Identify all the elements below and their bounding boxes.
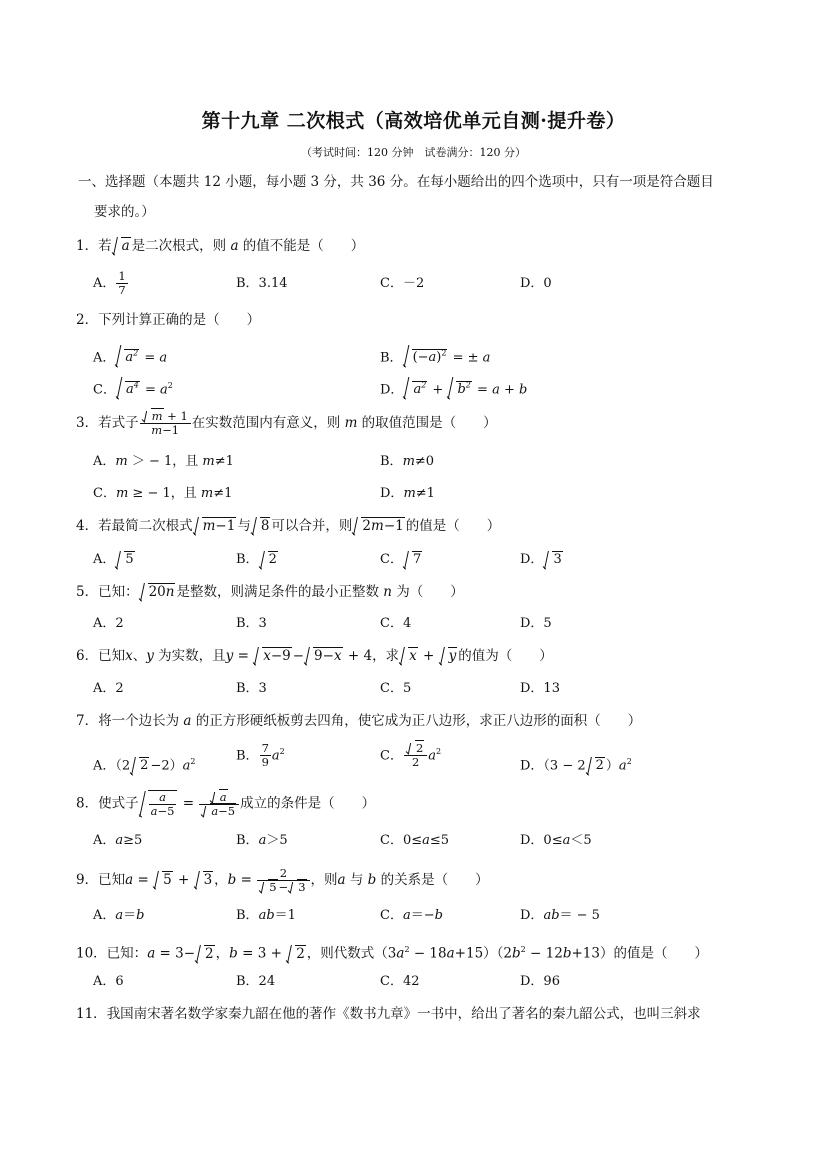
q5-option-c: C．4 (380, 616, 412, 631)
q9-option-a: A．a＝b (93, 908, 145, 923)
q6-option-b: B．3 (236, 681, 267, 696)
q3-option-a: A．m ＞ − 1，且 m≠1 (93, 454, 234, 469)
question-1: 1．若 a 是二次根式，则 a 的值不能是（ ） (76, 238, 365, 254)
question-2: 2．下列计算正确的是（ ） (76, 312, 261, 328)
q7-option-b: B． $\frac{7}{9}$ $a^2$ (236, 741, 285, 770)
section-heading-line2: 要求的。） (94, 204, 155, 220)
q2-option-d: D． $a^2 + b^2 = a + b$ (380, 376, 527, 400)
page-title: 第十九章 二次根式（高效培优单元自测·提升卷） (201, 110, 626, 132)
question-4: 4．若最简二次根式 m−1 与 8 可以合并，则 2m−1 的值是（ ） (76, 518, 501, 534)
q6-option-a: A．2 (93, 681, 124, 696)
q6-option-c: C．5 (380, 681, 412, 696)
question-5: 5．已知： 20n 是整数，则满足条件的最小正整数 n 为（ ） (76, 584, 464, 600)
q3-option-b: B．m≠0 (380, 454, 435, 469)
q2-option-a: A． $a^2 = a$ (93, 344, 167, 368)
q8-option-b: B．a＞5 (236, 833, 288, 848)
q1-option-a: A． $\frac{1}{7}$ (93, 269, 126, 297)
q6-option-d: D．13 (520, 681, 560, 696)
q8-option-d: D．0≤a＜5 (520, 833, 592, 848)
q1-option-c: C．－2 (380, 276, 425, 291)
q9-option-b: B．ab＝1 (236, 908, 296, 923)
q5-option-d: D．5 (520, 616, 552, 631)
q7-option-a: A．（2 $2 -2)a^2$ (93, 752, 195, 776)
q1-option-d: D．0 (520, 276, 552, 291)
question-7: 7．将一个边长为 a 的正方形硬纸板剪去四角，使它成为正八边形，求正八边形的面积（ ） (76, 713, 642, 729)
q2-option-b: B． $(-a)^2$ = ± a (380, 344, 490, 368)
q9-option-c: C．a＝−b (380, 908, 443, 923)
q2-option-c: C． $a^4 = a^2$ (93, 376, 173, 400)
q3-option-d: D．m≠1 (380, 486, 435, 501)
section-heading-line1: 一、选择题（本题共 12 小题，每小题 3 分，共 36 分。在每小题给出的四个选项中，只有一项是符合题目 (78, 174, 714, 190)
q7-option-c: C． $\frac{2}{2}$ $a^2$ (380, 741, 442, 770)
question-10: 10．已知：a = 3− 2 ，b = 3 + 2 ，则代数式$(3a^2 - 18a+15)(2b^2 - 12b+13)$的值是（ ） (76, 945, 708, 962)
q8-option-a: A．a≥5 (93, 833, 143, 848)
q10-option-a: A．6 (93, 974, 124, 989)
q10-option-d: D．96 (520, 974, 560, 989)
question-3: 3．若式子 $\frac{m + 1}{m-1}$ 在实数范围内有意义，则 m 的取值范围是（ ） (76, 409, 497, 437)
q4-option-c: C． 7 (380, 550, 423, 570)
q4-option-a: A． 5 (93, 550, 136, 570)
q3-option-c: C．m ≥ − 1，且 m≠1 (93, 486, 233, 501)
q10-option-c: C．42 (380, 974, 420, 989)
q9-option-d: D．ab＝ − 5 (520, 908, 600, 923)
q4-option-b: B． 2 (236, 550, 279, 570)
q10-option-b: B．24 (236, 974, 276, 989)
q4-option-d: D． 3 (520, 550, 564, 570)
question-9: 9．已知a = 5 + 3 ，b = $\frac{2}{5 - 3}$ ，则a 与 b 的关系是（ ） (76, 866, 489, 894)
q5-option-a: A．2 (93, 616, 124, 631)
question-8: 8．使式子 $\frac{a}{a-5}$ = $\frac{a}{a-5}$ 成立的条件是（ ） (76, 789, 376, 818)
q8-option-c: C．0≤a≤5 (380, 833, 450, 848)
exam-info: （考试时间：120 分钟 试卷满分：120 分） (301, 146, 526, 159)
q7-option-d: D．（3 − 2 2 ）$a^2$ (520, 752, 632, 776)
question-11: 11．我国南宋著名数学家秦九韶在他的著作《数书九章》一书中，给出了著名的秦九韶公式，也叫三斜求 (76, 1006, 701, 1022)
q1-option-b: B．3.14 (236, 276, 288, 291)
q5-option-b: B．3 (236, 616, 267, 631)
question-6: 6．已知x、y 为实数，且y = x−9 − 9−x + 4，求 x + y 的值为（ ） (76, 648, 553, 664)
